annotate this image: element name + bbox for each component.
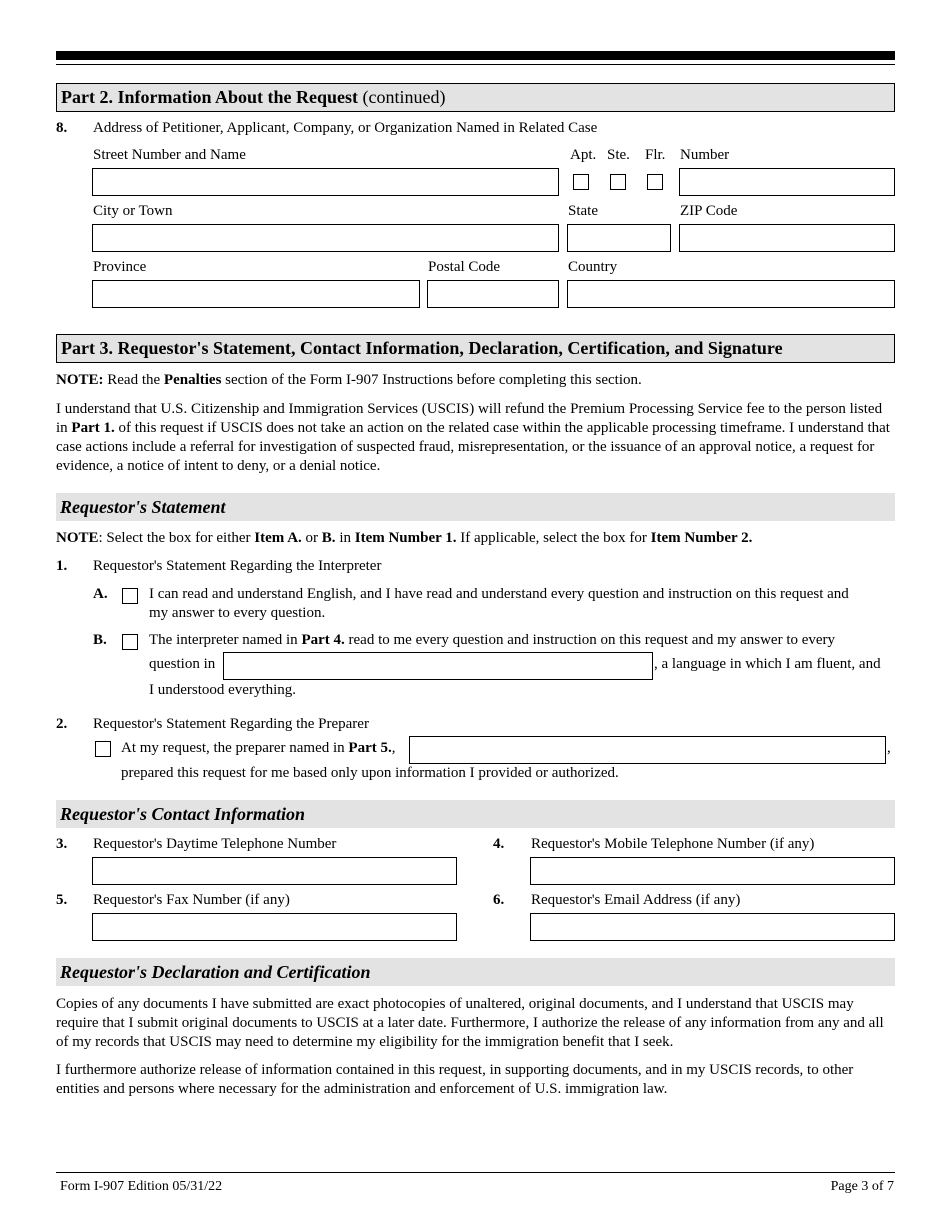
top-rule-thin (56, 64, 895, 65)
item8-number: 8. (56, 120, 68, 136)
country-label: Country (568, 259, 618, 275)
note-label: NOTE: (56, 372, 104, 388)
stmt-note-1: : Select the box for either (98, 530, 255, 546)
contact-header-text: Requestor's Contact Information (60, 804, 306, 824)
zip-input[interactable] (679, 224, 895, 252)
declaration-header (56, 958, 895, 986)
part3-note (56, 372, 642, 389)
b-post: read to me every question and instruction on this request and my answer to every (344, 632, 836, 648)
statement-header (56, 493, 895, 521)
footer-rule (56, 1172, 895, 1173)
part2-title-suffix: (continued) (358, 87, 446, 107)
footer-page: Page 3 of 7 (830, 1179, 894, 1194)
item2-pre: At my request, the preparer named in (121, 740, 349, 756)
para1-bold: Part 1. (71, 420, 115, 436)
state-label: State (568, 203, 598, 219)
declaration-para2: I furthermore authorize release of information contained in this request, in supporting documents, and in my USCIS records, to other entities and persons where necessary for the administration and enforcement of U.S. immigration law. (56, 1062, 854, 1097)
ste-label: Ste. (607, 147, 630, 163)
note-pre: Read the (103, 372, 164, 388)
stmt-note-4: If applicable, select the box for (456, 530, 651, 546)
fax-input[interactable] (92, 913, 457, 941)
country-input[interactable] (567, 280, 895, 308)
flr-label: Flr. (645, 147, 666, 163)
statement-note (56, 530, 752, 547)
language-input[interactable] (223, 652, 653, 680)
item2-number: 2. (56, 716, 68, 732)
item-a-line2: my answer to every question. (149, 605, 326, 621)
note-penalties: Penalties (163, 372, 222, 388)
state-select[interactable] (567, 224, 671, 252)
note-post: section of the Form I-907 Instructions before completing this section. (221, 372, 642, 388)
contact-header (56, 800, 895, 828)
item-a-letter: A. (93, 586, 108, 602)
preparer-text (121, 740, 396, 757)
province-label: Province (93, 259, 147, 275)
stmt-note-b1: Item A. (254, 530, 302, 546)
postal-input[interactable] (427, 280, 559, 308)
part2-header (56, 83, 895, 112)
preparer-name-input[interactable] (409, 736, 886, 764)
item5-label: Requestor's Fax Number (if any) (93, 892, 290, 908)
stmt-note-3: in (335, 530, 355, 546)
item4-label: Requestor's Mobile Telephone Number (if any) (531, 836, 815, 852)
item-b-letter: B. (93, 632, 107, 648)
preparer-end-comma: , (887, 740, 891, 756)
stmt-note-label: NOTE (56, 530, 99, 546)
preparer-checkbox[interactable] (95, 741, 111, 757)
item6-number: 6. (493, 892, 505, 908)
apt-checkbox[interactable] (573, 174, 589, 190)
number-label: Number (680, 147, 730, 163)
item1-number: 1. (56, 558, 68, 574)
stmt-note-b2: B. (321, 530, 336, 546)
para1-a: I understand that U.S. Citizenship and Immigration Services (USCIS) will refund the Premium Processing Service fee to the person listed in (56, 401, 883, 436)
stmt-note-b4: Item Number 2. (650, 530, 753, 546)
postal-label: Postal Code (428, 259, 501, 275)
item4-number: 4. (493, 836, 505, 852)
declaration-para1: Copies of any documents I have submitted are exact photocopies of unaltered, original documents, and I understand that USCIS may require that I submit original documents to USCIS at a later date. Furthermore, I authorize the release of any information from any and all of my records that USCIS may need to determine my eligibility for the immigration benefit that I seek. (56, 996, 884, 1050)
declaration-header-text: Requestor's Declaration and Certification (60, 962, 371, 982)
city-input[interactable] (92, 224, 559, 252)
b-bold: Part 4. (301, 632, 345, 648)
item3-number: 3. (56, 836, 68, 852)
zip-label: ZIP Code (680, 203, 738, 219)
item8-label: Address of Petitioner, Applicant, Company, or Organization Named in Related Case (93, 120, 598, 136)
flr-checkbox[interactable] (647, 174, 663, 190)
item3-label: Requestor's Daytime Telephone Number (93, 836, 337, 852)
street-label: Street Number and Name (93, 147, 246, 163)
part3-paragraph (56, 400, 896, 476)
part3-header (56, 334, 895, 363)
province-input[interactable] (92, 280, 420, 308)
mobile-phone-input[interactable] (530, 857, 895, 885)
footer-form-id: Form I-907 Edition 05/31/22 (60, 1179, 223, 1194)
language-suffix: , a language in which I am fluent, and (654, 656, 881, 672)
item-b-checkbox[interactable] (122, 634, 138, 650)
item-a-checkbox[interactable] (122, 588, 138, 604)
item2-label: Requestor's Statement Regarding the Preparer (93, 716, 369, 732)
email-input[interactable] (530, 913, 895, 941)
item2-line2: prepared this request for me based only upon information I provided or authorized. (121, 765, 619, 781)
item-b-line1 (149, 632, 835, 649)
question-in-label: question in (149, 656, 216, 672)
stmt-note-2: or (301, 530, 322, 546)
statement-header-text: Requestor's Statement (60, 497, 226, 517)
para1-b: of this request if USCIS does not take an action on the related case within the applicable processing timeframe. I understand that case actions include a referral for investigation of suspected fraud, misrepresentation, or the issuance of an approval notice, a request for evidence, a notice of intent to deny, or a denial notice. (56, 420, 890, 474)
apt-label: Apt. (570, 147, 597, 163)
ste-checkbox[interactable] (610, 174, 626, 190)
item-b-line3: I understood everything. (149, 682, 297, 698)
street-input[interactable] (92, 168, 559, 196)
b-pre: The interpreter named in (149, 632, 302, 648)
item2-comma: , (391, 740, 396, 756)
daytime-phone-input[interactable] (92, 857, 457, 885)
city-label: City or Town (93, 203, 173, 219)
item1-label: Requestor's Statement Regarding the Interpreter (93, 558, 382, 574)
item5-number: 5. (56, 892, 68, 908)
item2-bold: Part 5. (348, 740, 392, 756)
item6-label: Requestor's Email Address (if any) (531, 892, 741, 908)
stmt-note-b3: Item Number 1. (354, 530, 457, 546)
item-a-line1: I can read and understand English, and I have read and understand every question and instruction on this request and (149, 586, 849, 602)
part3-title: Part 3. Requestor's Statement, Contact Information, Declaration, Certification, and Signature (61, 338, 783, 358)
top-rule-thick (56, 51, 895, 60)
part2-title: Part 2. Information About the Request (61, 87, 358, 107)
apt-number-input[interactable] (679, 168, 895, 196)
